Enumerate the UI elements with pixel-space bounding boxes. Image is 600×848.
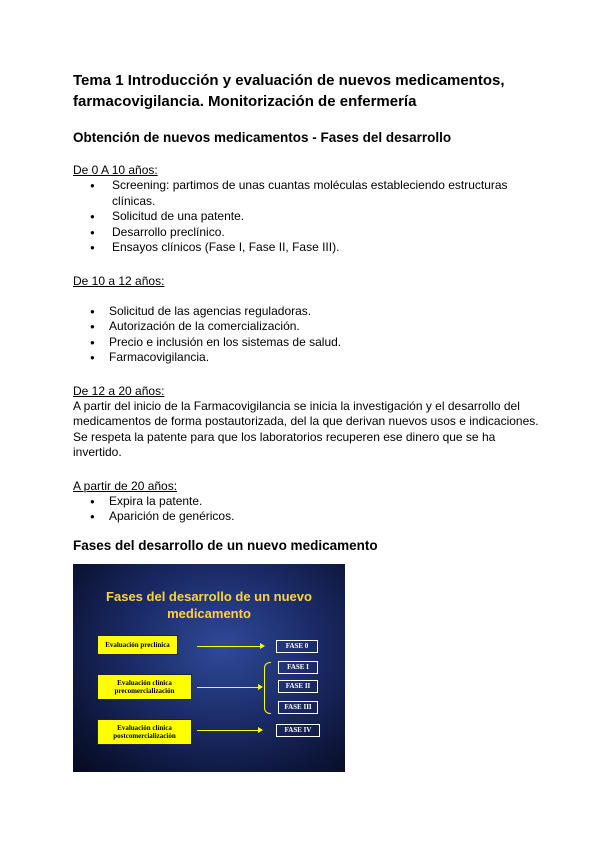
period-1-list [73, 178, 543, 256]
box-label-line-2: precomercialización [114, 687, 175, 695]
period-4-label: A partir de 20 años: [73, 478, 178, 493]
fase-4-box: FASE IV [276, 724, 320, 737]
period-3-label: De 12 a 20 años: [73, 383, 165, 398]
box-evaluacion-precomercializacion [97, 674, 192, 700]
period-2-label: De 10 a 12 años: [73, 273, 165, 288]
period-1-label: De 0 A 10 años: [73, 163, 158, 177]
list-item: ● Solicitud de las agencias reguladoras. [109, 304, 543, 320]
box-label-line-1: Evaluación clínica [117, 679, 172, 687]
box-evaluacion-postcomercializacion [97, 719, 192, 745]
title-line-2: farmacovigilancia. Monitorización de enfermería [73, 93, 417, 110]
page-title [73, 70, 543, 112]
list-item: ● Solicitud de una patente. [109, 209, 543, 225]
section-heading-obtencion: Obtención de nuevos medicamentos - Fases del desarrollo [73, 130, 452, 145]
box-label [115, 679, 175, 695]
fase-2-box: FASE II [278, 680, 318, 693]
title-line-1: Tema 1 Introducción y evaluación de nuevos medicamentos, [73, 72, 505, 89]
arrow-to-fases-clinicas [197, 687, 259, 688]
section-heading-fases: Fases del desarrollo de un nuevo medicamento [73, 537, 378, 553]
list-item: ● Desarrollo preclínico. [109, 225, 543, 241]
period-2-list [73, 304, 543, 366]
period-3-paragraph: A partir del inicio de la Farmacovigilancia se inicia la investigación y el desarrollo del medicamentos de forma postautorizada, del la que derivan nuevos usos e indicaciones. Se respeta la patente para que los laboratorios recuperen ese dinero que se ha invertido. [73, 398, 539, 459]
fase-1-box: FASE I [278, 661, 318, 674]
box-label-line-1: Evaluación clínica [117, 724, 172, 732]
period-4-list [73, 494, 543, 525]
slide-title-line-2: medicamento [167, 606, 251, 621]
list-item: ● Expira la patente. [109, 494, 543, 510]
brace [264, 662, 271, 714]
fase-0-box: FASE 0 [276, 640, 318, 653]
list-item: ● Screening: partimos de unas cuantas moléculas estableciendo estructuras clínicas. [109, 178, 543, 209]
list-item: ● Autorización de la comercialización. [109, 319, 543, 335]
list-item: ● Ensayos clínicos (Fase I, Fase II, Fase III). [109, 240, 543, 256]
list-item: ● Aparición de genéricos. [109, 509, 543, 525]
slide-title [73, 588, 345, 622]
arrow-to-fase-4 [197, 730, 259, 731]
box-label-line-2: postcomercialización [113, 732, 176, 740]
box-label: Evaluación preclínica [105, 641, 170, 649]
document-page [73, 70, 543, 555]
arrow-to-fase-0 [197, 646, 261, 647]
list-item: ● Farmacovigilancia. [109, 350, 543, 366]
slide-title-line-1: Fases del desarrollo de un nuevo [106, 589, 312, 604]
box-evaluacion-preclinica [97, 635, 178, 655]
box-label [113, 724, 175, 740]
list-item: ● Precio e inclusión en los sistemas de salud. [109, 335, 543, 351]
fases-diagram-slide [73, 564, 345, 772]
fase-3-box: FASE III [278, 701, 318, 714]
